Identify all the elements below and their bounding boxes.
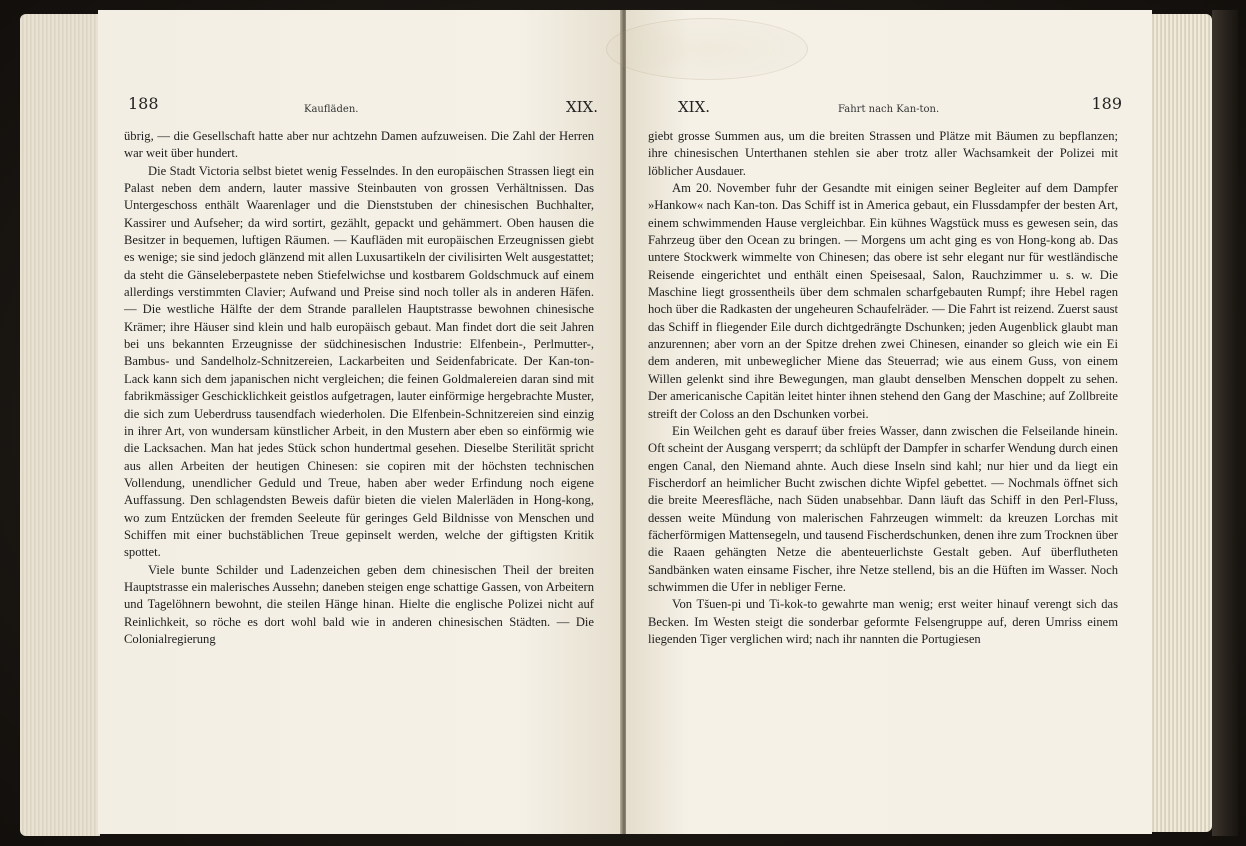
book-cover-edge [1212, 10, 1238, 836]
paragraph: Viele bunte Schilder und Ladenzeichen geben dem chinesischen Theil der breiten Hauptstrasse ein malerisches Aussehn; daneben steigen enge schattige Gassen, von Arbeitern und Tagelöhnern bewohnt, die steilen Hänge hinan. Hielte die englische Polizei nicht auf Reinlichkeit, so röche es dort wohl bald wie in anderen chinesischen Städten. — Die Colonialregierung [124, 562, 594, 646]
page-number: 188 [128, 94, 159, 113]
paragraph: Von Tšuen-pi und Ti-kok-to gewahrte man wenig; erst weiter hinauf verengt sich das Becken. Im Westen steigt die sonderbar geformte Felsengruppe auf, deren Umriss einem liegenden Tiger verglichen wird; nach ihr nannten die Portugiesen [648, 597, 1118, 646]
water-stain [606, 18, 808, 80]
paragraph: giebt grosse Summen aus, um die breiten Strassen und Plätze mit Bäumen zu bepflanzen; ihre chinesischen Unterthanen stehlen sie aber trotz aller Wachsamkeit der Polizei mit löblicher Ausdauer. [648, 129, 1118, 178]
page-number: 189 [1091, 94, 1122, 113]
paragraph: Ein Weilchen geht es darauf über freies Wasser, dann zwischen die Felseilande hinein. Oft scheint der Ausgang versperrt; da schlüpft der Dampfer in scharfer Wendung durch einen engen Canal, den Niemand ahnte. Auch diese Inseln sind kahl; nur hier und da liegt ein Fischerdorf an heimlicher Bucht zwischen dichte Wipfel gebettet. — Nochmals öffnet sich die breite Meeresfläche, nach Süden unabsehbar. Dann läuft das Schiff in den Perl-Fluss, dessen weite Mündung von malerischen Fahrzeugen wimmelt: da kreuzen Lorchas mit fächerförmigen Mattensegeln, und tausend Fischerdschunken, denen ihre zum Trocknen über die Raaen gehängten Netze die abenteuerlichste Gestalt geben. Auf überflutheten Sandbänken waten einsame Fischer, ihre Netze stellend, bis an die Hüften im Wasser. Noch schwimmen die Ufer in nebliger Ferne. [648, 423, 1118, 594]
left-page-edges [20, 14, 100, 836]
running-title: Fahrt nach Kan-ton. [838, 104, 940, 115]
right-page [626, 10, 1152, 834]
chapter-number: XIX. [565, 98, 598, 116]
left-page [98, 10, 622, 834]
paragraph: Die Stadt Victoria selbst bietet wenig Fesselndes. In den europäischen Strassen liegt ein Palast neben dem andern, lauter massive Steinbauten von grossen Verhältnissen. Das Untergeschoss enthält Waarenlager und die Dienststuben der chinesischen Buchhalter, Kassirer und Aufseher; da wird sortirt, gezählt, gepackt und gehämmert. Oben hausen die Besitzer in bequemen, luftigen Räumen. — Kaufläden mit europäischen Erzeugnissen giebt es wenige; sie sind jedoch glänzend mit allen Luxusartikeln der civilisirten Welt ausgestattet; da steht die Gänseleberpastete neben Stiefelwichse und kostbarem Goldschmuck auf einem allerdings verstimmten Clavier; Aufwand und Preise sind noch toller als in anderen Häfen. — Die westliche Hälfte der dem Strande parallelen Hauptstrasse bewohnen chinesische Krämer; ihre Häuser sind klein und halb europäisch gebaut. Man findet dort die seit Jahren bei uns bekannten Erzeugnisse der südchinesischen Industrie: Elfenbein-, Perlmutter-, Bambus- und Sandelholz-Schnitzereien, Lackarbeiten und Seidenfabricate. Der Kan-ton-Lack kann sich dem japanischen nicht vergleichen; die feinen Goldmalereien daran sind mit fabrikmässiger Geschicklichkeit geistlos aufgetragen, lauter einförmige hergebrachte Muster, die sich zum Ueberdruss tausendfach wiederholen. Die Elfenbein-Schnitzereien sind einzig in ihrer Art, von wundersam künstlicher Arbeit, in den Mustern aber eben so einförmig wie die Lacksachen. Man hat jedes Stück schon hundertmal gesehen. Dieselbe Sterilität spricht aus allen Arbeiten der heutigen Chinesen: sie copiren mit der höchsten technischen Vollendung, unendlicher Geduld und Treue, haben aber weder Erfindung noch eigene Auffassung. Den schlagendsten Beweis dafür bieten die vielen Malerläden in Hong-kong, wo zum Entzücken der fremden Seeleute für geringes Geld Bildnisse von Menschen und Schiffen mit einer buchstäblichen Treue gepinselt werden, welche der giftigsten Kritik spottet. [124, 163, 594, 560]
left-page-text [124, 128, 594, 648]
right-page-text [648, 128, 1118, 648]
running-title: Kaufläden. [304, 104, 359, 115]
paragraph: übrig, — die Gesellschaft hatte aber nur achtzehn Damen aufzuweisen. Die Zahl der Herren war weit über hundert. [124, 129, 594, 161]
chapter-number: XIX. [678, 98, 711, 116]
paragraph: Am 20. November fuhr der Gesandte mit einigen seiner Begleiter auf dem Dampfer »Hankow« nach Kan-ton. Das Schiff ist in America gebaut, ein Flussdampfer der besten Art, einem schwimmenden Hause vergleichbar. Ein kühnes Wagstück muss es gewesen sein, das Fahrzeug über den Ocean zu bringen. — Morgens um acht ging es von Hong-kong ab. Das untere Stockwerk wimmelte von Chinesen; das obere ist sehr elegant nur für westländische Reisende eingerichtet und enthält einen Speisesaal, Salon, Rauchzimmer u. s. w. Die Maschine liegt grossentheils über dem schmalen scharfgebauten Rumpf; ihre Hebel ragen hoch über die Radkasten der ungeheuren Schaufelräder. — Die Fahrt ist reizend. Zuerst saust das Schiff in fliegender Eile durch dichtgedrängte Dschunken; jeden Augenblick glaubt man anzurennen; aber vorn an der Spitze drehen zwei Chinesen, einander so gleich wie ein Ei dem anderen, mit unbeweglicher Miene das Steuerrad; wie aus einem Guss, von einem Willen gelenkt sind ihre Bewegungen, man glaubt denselben Menschen doppelt zu sehen. Der americanische Capitän leitet hinter ihnen stehend den Gang der Maschine; auf Zollbreite streift der Coloss an den Dschunken vorbei. [648, 181, 1118, 421]
right-page-edges [1150, 14, 1212, 832]
